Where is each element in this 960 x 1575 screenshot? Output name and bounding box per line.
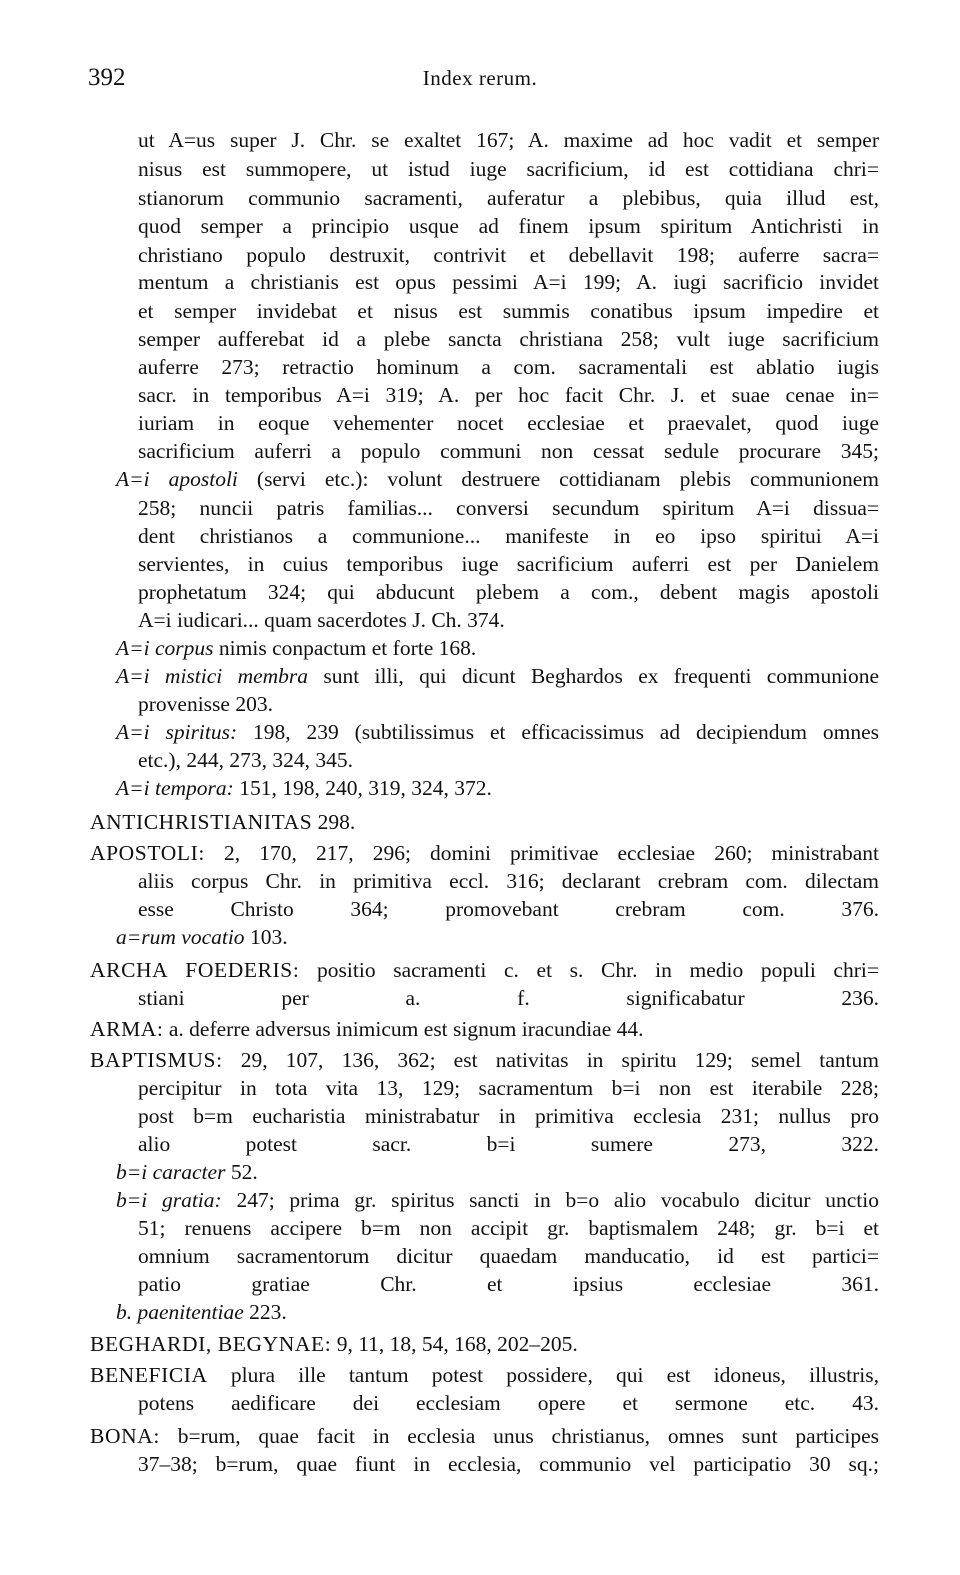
index-heading	[90, 1015, 644, 1043]
entry-line: patio gratiae Chr. et ipsius ecclesiae 361.	[138, 1272, 879, 1296]
entry-line: omnium sacramentorum dicitur quaedam manducatio, id est partici=	[138, 1244, 879, 1268]
subentry-text: 198, 239 (subtilissimus et efficacissimus ad decipiendum omnes	[237, 720, 880, 744]
subentry-term: b=i gratia:	[116, 1188, 222, 1212]
subentry-text: 223.	[243, 1300, 287, 1324]
subentry-text: 103.	[244, 925, 288, 949]
subentry-term: A=i corpus	[116, 636, 214, 660]
entry-line: servientes, in cuius temporibus iuge sacrificium auferri est per Danielem	[138, 552, 879, 576]
subentry-term: b=i caracter	[116, 1160, 226, 1184]
running-title: Index rerum.	[422, 66, 538, 90]
subentry-line	[116, 774, 492, 802]
heading-text: 2, 170, 217, 296; domini primitivae ecclesiae 260; ministrabant	[204, 841, 879, 865]
entry-line: iuriam in eoque vehementer nocet ecclesiae et praevalet, quod iuge	[138, 411, 879, 435]
entry-line: quod semper a principio usque ad finem ipsum spiritum Antichristi in	[138, 214, 879, 238]
subentry-text: 247; prima gr. spiritus sancti in b=o alio vocabulo dicitur unctio	[221, 1188, 879, 1212]
subentry-term: A=i mistici membra	[116, 664, 309, 688]
heading-term: APOSTOLI:	[90, 841, 205, 865]
entry-line: aliis corpus Chr. in primitiva eccl. 316; declarant crebram com. dilectam	[138, 869, 879, 893]
subentry-text: 151, 198, 240, 319, 324, 372.	[233, 776, 492, 800]
heading-text: a. deferre adversus inimicum est signum iracundiae 44.	[163, 1017, 644, 1041]
entry-line: sacr. in temporibus A=i 319; A. per hoc facit Chr. J. et suae cenae in=	[138, 383, 879, 407]
heading-text: positio sacramenti c. et s. Chr. in medio populi chri=	[299, 958, 879, 982]
entry-line: nisus est summopere, ut istud iuge sacrificium, id est cottidiana chri=	[138, 157, 879, 181]
subentry-text: nimis conpactum et forte 168.	[213, 636, 477, 660]
heading-text: 29, 107, 136, 362; est nativitas in spiritu 129; semel tantum	[222, 1048, 879, 1072]
index-heading	[90, 839, 879, 867]
entry-line: A=i iudicari... quam sacerdotes J. Ch. 374.	[138, 608, 505, 632]
index-heading	[90, 1046, 879, 1074]
subentry-term: a=rum vocatio	[116, 925, 245, 949]
subentry-term: A=i spiritus:	[116, 720, 238, 744]
entry-line: christiano populo destruxit, contrivit et debellavit 198; auferre sacra=	[138, 243, 879, 267]
entry-line: alio potest sacr. b=i sumere 273, 322.	[138, 1132, 879, 1156]
subentry-line	[116, 1158, 258, 1186]
entry-line: mentum a christianis est opus pessimi A=i 199; A. iugi sacrificio invidet	[138, 270, 879, 294]
heading-term: ARMA:	[90, 1017, 164, 1041]
entry-line: potens aedificare dei ecclesiam opere et sermone etc. 43.	[138, 1391, 879, 1415]
subentry-text: sunt illi, qui dicunt Beghardos ex frequenti communione	[308, 664, 879, 688]
subentry-text: 52.	[225, 1160, 258, 1184]
entry-line: ut A=us super J. Chr. se exaltet 167; A. maxime ad hoc vadit et semper	[138, 128, 879, 152]
entry-line: etc.), 244, 273, 324, 345.	[138, 748, 353, 772]
heading-term: BEGHARDI, BEGYNAE:	[90, 1332, 332, 1356]
heading-term: ANTICHRISTIANITAS	[90, 810, 313, 834]
heading-term: BENEFICIA	[90, 1363, 208, 1387]
heading-term: BONA:	[90, 1424, 160, 1448]
subentry-line	[116, 634, 476, 662]
entry-line: auferre 273; retractio hominum a com. sacramentali est ablatio iugis	[138, 355, 879, 379]
entry-line: 37–38; b=rum, quae fiunt in ecclesia, communio vel participatio 30 sq.;	[138, 1452, 879, 1476]
entry-line: percipitur in tota vita 13, 129; sacramentum b=i non est iterabile 228;	[138, 1076, 879, 1100]
entry-line: sacrificium auferri a populo communi non cessat sedule procurare 345;	[138, 439, 879, 463]
index-heading	[90, 1422, 879, 1450]
index-heading	[90, 956, 879, 984]
heading-term: ARCHA FOEDERIS:	[90, 958, 300, 982]
heading-text: b=rum, quae facit in ecclesia unus christianus, omnes sunt participes	[159, 1424, 879, 1448]
subentry-term: A=i tempora:	[116, 776, 234, 800]
heading-text: 298.	[312, 810, 356, 834]
entry-line: 51; renuens accipere b=m non accipit gr. baptismalem 248; gr. b=i et	[138, 1216, 879, 1240]
subentry-term: b. paenitentiae	[116, 1300, 244, 1324]
subentry-term: A=i apostoli	[116, 467, 238, 491]
entry-line: esse Christo 364; promovebant crebram com. 376.	[138, 897, 879, 921]
heading-text: plura ille tantum potest possidere, qui est idoneus, illustris,	[207, 1363, 879, 1387]
subentry-text: (servi etc.): volunt destruere cottidianam plebis communionem	[237, 467, 879, 491]
heading-text: 9, 11, 18, 54, 168, 202–205.	[331, 1332, 578, 1356]
entry-line: dent christianos a communione... manifeste in eo ipso spiritui A=i	[138, 524, 879, 548]
heading-term: BAPTISMUS:	[90, 1048, 223, 1072]
index-heading	[90, 808, 355, 836]
index-heading	[90, 1361, 879, 1389]
subentry-line	[116, 1298, 287, 1326]
entry-line: 258; nuncii patris familias... conversi secundum spiritum A=i dissua=	[138, 496, 879, 520]
index-heading	[90, 1330, 578, 1358]
page-number: 392	[88, 64, 126, 91]
entry-line: prophetatum 324; qui abducunt plebem a com., debent magis apostoli	[138, 580, 879, 604]
subentry-line	[116, 662, 879, 690]
entry-line: stianorum communio sacramenti, auferatur a plebibus, quia illud est,	[138, 186, 879, 210]
subentry-line	[116, 923, 288, 951]
entry-line: et semper invidebat et nisus est summis conatibus ipsum impedire et	[138, 299, 879, 323]
entry-line: post b=m eucharistia ministrabatur in primitiva ecclesia 231; nullus pro	[138, 1104, 879, 1128]
subentry-line	[116, 1186, 879, 1214]
entry-line: provenisse 203.	[138, 692, 273, 716]
entry-line: stiani per a. f. significabatur 236.	[138, 986, 879, 1010]
entry-line: semper aufferebat id a plebe sancta christiana 258; vult iuge sacrificium	[138, 327, 879, 351]
subentry-line	[116, 718, 879, 746]
subentry-line	[116, 465, 879, 493]
